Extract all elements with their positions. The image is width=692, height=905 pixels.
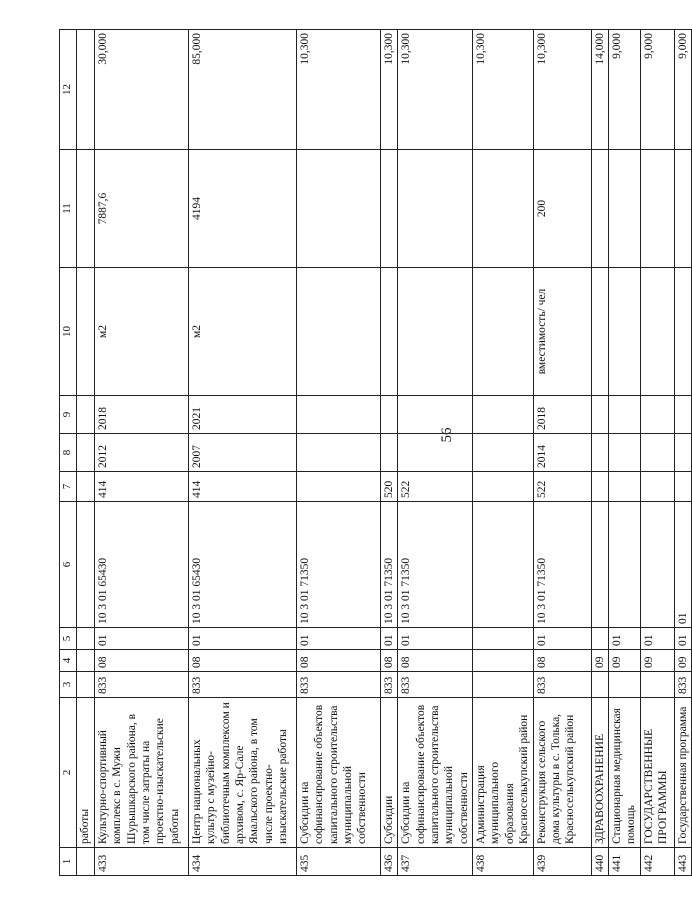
table-cell-col-12: 10,300 [380, 30, 397, 150]
table-cell-col-2: ЗДРАВООХРАНЕНИЕ [591, 698, 608, 848]
table-cell-col-1: 433 [94, 848, 188, 876]
rotated-table-frame [59, 30, 689, 876]
table-cell-col-6 [591, 502, 608, 628]
table-cell-col-12: 30,000 [94, 30, 188, 150]
table-cell-col-8 [608, 434, 640, 472]
table-cell-col-8 [76, 434, 94, 472]
table-cell-col-11 [591, 150, 608, 268]
table-cell-col-8 [296, 434, 380, 472]
table-cell-col-3: 833 [188, 672, 296, 698]
table-cell-col-8 [640, 434, 674, 472]
table-cell-col-12: 85,000 [188, 30, 296, 150]
table-cell-col-12: 10,300 [398, 30, 473, 150]
table-cell-col-6: 01 [674, 502, 691, 628]
table-cell-col-11 [640, 150, 674, 268]
table-cell-col-1: 440 [591, 848, 608, 876]
table-cell-col-1: 439 [533, 848, 591, 876]
table-cell-col-5: 01 [94, 628, 188, 650]
table-cell-col-10: м2 [188, 268, 296, 396]
table-cell-col-5: 01 [674, 628, 691, 650]
table-cell-col-11: 4194 [188, 150, 296, 268]
table-cell-col-1: 443 [674, 848, 691, 876]
table-cell-col-5: 01 [296, 628, 380, 650]
table-cell-col-11: 200 [533, 150, 591, 268]
table-cell-col-11 [398, 150, 473, 268]
table-cell-col-7: 414 [188, 472, 296, 502]
column-header: 1 [60, 848, 77, 876]
table-cell-col-4: 08 [188, 650, 296, 672]
table-cell-col-6: 10 3 01 71350 [296, 502, 380, 628]
table-cell-col-8 [473, 434, 534, 472]
table-cell-col-3: 833 [533, 672, 591, 698]
table-cell-col-10 [380, 268, 397, 396]
table-cell-col-1: 441 [608, 848, 640, 876]
table-cell-col-2: Стационарная медицинская помощь [608, 698, 640, 848]
table-cell-col-5: 01 [640, 628, 674, 650]
table-cell-col-4: 09 [640, 650, 674, 672]
table-cell-col-2: Реконструкция сельского дома культуры в с. Толька, Красноселькупский район [533, 698, 591, 848]
table-row [473, 30, 534, 876]
table-cell-col-1: 438 [473, 848, 534, 876]
table-cell-col-10 [398, 268, 473, 396]
column-header: 6 [60, 502, 77, 628]
table-cell-col-3: 833 [296, 672, 380, 698]
table-cell-col-9 [674, 396, 691, 434]
table-row [640, 30, 674, 876]
table-cell-col-3 [608, 672, 640, 698]
table-cell-col-6: 10 3 01 65430 [94, 502, 188, 628]
table-cell-col-3 [76, 672, 94, 698]
table-cell-col-7: 522 [398, 472, 473, 502]
table-cell-col-9 [640, 396, 674, 434]
table-cell-col-3: 833 [94, 672, 188, 698]
table-cell-col-9 [591, 396, 608, 434]
table-row [533, 30, 591, 876]
table-cell-col-5: 01 [380, 628, 397, 650]
table-cell-col-2: Центр национальных культур с музейно-библиотечным комплексом и архивом, с. Яр-Сале Ямальского района, в том числе проектно-изыскательские работы [188, 698, 296, 848]
column-header: 4 [60, 650, 77, 672]
table-cell-col-6 [608, 502, 640, 628]
table-cell-col-9 [608, 396, 640, 434]
table-cell-col-4: 08 [398, 650, 473, 672]
table-cell-col-2: ГОСУДАРСТВЕННЫЕ ПРОГРАММЫ [640, 698, 674, 848]
table-cell-col-9 [296, 396, 380, 434]
column-header: 11 [60, 150, 77, 268]
table-cell-col-12: 14,000 [591, 30, 608, 150]
table-cell-col-2: Администрация муниципального образования Красноселькупский район [473, 698, 534, 848]
table-cell-col-3 [473, 672, 534, 698]
table-cell-col-12: 9,000 [640, 30, 674, 150]
table-cell-col-6: 10 3 01 71350 [380, 502, 397, 628]
column-header: 3 [60, 672, 77, 698]
table-cell-col-1: 434 [188, 848, 296, 876]
table-cell-col-6: 10 3 01 71350 [398, 502, 473, 628]
table-cell-col-11 [674, 150, 691, 268]
column-header: 12 [60, 30, 77, 150]
table-cell-col-10 [608, 268, 640, 396]
table-cell-col-3: 833 [398, 672, 473, 698]
table-row [608, 30, 640, 876]
table-cell-col-11 [380, 150, 397, 268]
table-cell-col-12: 10,300 [296, 30, 380, 150]
table-cell-col-10 [674, 268, 691, 396]
table-cell-col-1: 442 [640, 848, 674, 876]
column-header: 7 [60, 472, 77, 502]
table-cell-col-4: 08 [94, 650, 188, 672]
table-cell-col-7 [296, 472, 380, 502]
table-cell-col-6: 10 3 01 65430 [188, 502, 296, 628]
table-cell-col-5: 01 [188, 628, 296, 650]
column-header: 8 [60, 434, 77, 472]
table-cell-col-7 [674, 472, 691, 502]
table-cell-col-8 [591, 434, 608, 472]
table-cell-col-5 [473, 628, 534, 650]
table-row [94, 30, 188, 876]
table-cell-col-3: 833 [674, 672, 691, 698]
table-cell-col-9: 2018 [533, 396, 591, 434]
table-cell-col-12: 9,000 [608, 30, 640, 150]
table-cell-col-11 [76, 150, 94, 268]
table-cell-col-4: 08 [296, 650, 380, 672]
table-cell-col-8: 2014 [533, 434, 591, 472]
page-number: 56 [439, 427, 455, 443]
table-cell-col-11 [608, 150, 640, 268]
table-cell-col-9: 2018 [94, 396, 188, 434]
table-cell-col-4: 09 [674, 650, 691, 672]
table-cell-col-7 [640, 472, 674, 502]
table-cell-col-4: 09 [608, 650, 640, 672]
table-cell-col-9 [76, 396, 94, 434]
table-cell-col-3 [591, 672, 608, 698]
table-cell-col-8: 2012 [94, 434, 188, 472]
table-cell-col-1: 437 [398, 848, 473, 876]
column-header: 10 [60, 268, 77, 396]
table-cell-col-10 [640, 268, 674, 396]
table-cell-col-12: 10,300 [473, 30, 534, 150]
table-cell-col-8 [398, 434, 473, 472]
column-header: 5 [60, 628, 77, 650]
table-cell-col-5 [76, 628, 94, 650]
table-cell-col-4: 08 [533, 650, 591, 672]
table-cell-col-9 [380, 396, 397, 434]
table-cell-col-7 [608, 472, 640, 502]
table-cell-col-1: 436 [380, 848, 397, 876]
table-cell-col-5 [591, 628, 608, 650]
table-row [591, 30, 608, 876]
table-row [380, 30, 397, 876]
table-cell-col-10 [76, 268, 94, 396]
column-header: 2 [60, 698, 77, 848]
table-cell-col-10 [591, 268, 608, 396]
table-cell-col-10: м2 [94, 268, 188, 396]
table-cell-col-11: 7887,6 [94, 150, 188, 268]
table-cell-col-7: 520 [380, 472, 397, 502]
table-cell-col-9: 2021 [188, 396, 296, 434]
table-row [76, 30, 94, 876]
table-cell-col-7 [473, 472, 534, 502]
table-cell-col-8 [674, 434, 691, 472]
table-header-row [60, 30, 77, 876]
table-cell-col-2: работы [76, 698, 94, 848]
table-cell-col-11 [296, 150, 380, 268]
table-cell-col-5: 01 [398, 628, 473, 650]
table-cell-col-10 [296, 268, 380, 396]
table-cell-col-9 [398, 396, 473, 434]
table-cell-col-8 [380, 434, 397, 472]
table-row [674, 30, 691, 876]
table-cell-col-4 [76, 650, 94, 672]
table-cell-col-1 [76, 848, 94, 876]
table-cell-col-6 [640, 502, 674, 628]
table-cell-col-12: 9,000 [674, 30, 691, 150]
table-cell-col-12 [76, 30, 94, 150]
table-cell-col-2: Субсидии на софинансирование объектов капитального строительства муниципальной собственности [398, 698, 473, 848]
table-cell-col-10 [473, 268, 534, 396]
column-header: 9 [60, 396, 77, 434]
table-cell-col-6 [473, 502, 534, 628]
table-cell-col-5: 01 [608, 628, 640, 650]
table-row [296, 30, 380, 876]
table-cell-col-3: 833 [380, 672, 397, 698]
table-cell-col-2: Культурно-спортивный комплекс в с. Мужи Шурышкарского района, в том числе затраты на проектно-изыскательские работы [94, 698, 188, 848]
table-cell-col-3 [640, 672, 674, 698]
budget-table [59, 29, 692, 876]
table-cell-col-12: 10,300 [533, 30, 591, 150]
table-cell-col-8: 2007 [188, 434, 296, 472]
table-cell-col-2: Государственная программа [674, 698, 691, 848]
table-cell-col-10: вместимость/ чел [533, 268, 591, 396]
table-cell-col-7 [591, 472, 608, 502]
table-cell-col-1: 435 [296, 848, 380, 876]
table-cell-col-4 [473, 650, 534, 672]
table-cell-col-4: 08 [380, 650, 397, 672]
table-row [188, 30, 296, 876]
table-cell-col-7: 414 [94, 472, 188, 502]
table-cell-col-6 [76, 502, 94, 628]
table-cell-col-7: 522 [533, 472, 591, 502]
table-cell-col-2: Субсидии [380, 698, 397, 848]
table-cell-col-9 [473, 396, 534, 434]
table-cell-col-11 [473, 150, 534, 268]
table-cell-col-7 [76, 472, 94, 502]
table-cell-col-6: 10 3 01 71350 [533, 502, 591, 628]
table-cell-col-2: Субсидии на софинансирование объектов капитального строительства муниципальной собственности [296, 698, 380, 848]
table-cell-col-5: 01 [533, 628, 591, 650]
table-cell-col-4: 09 [591, 650, 608, 672]
table-row [398, 30, 473, 876]
